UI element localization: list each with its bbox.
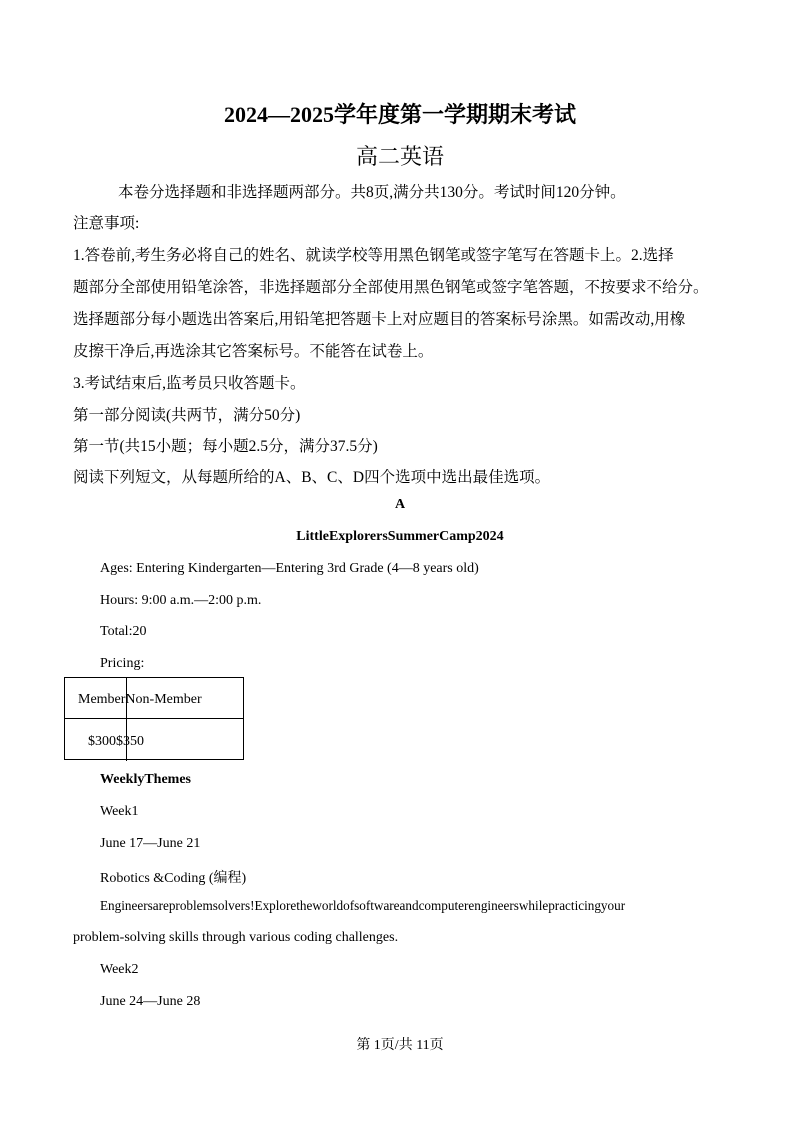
notice-item1-line2: 题部分全部使用铅笔涂答，非选择题部分全部使用黑色钢笔或签字笔答题，不按要求不给分。 (73, 279, 709, 296)
camp-hours: Hours: 9:00 a.m.—2:00 p.m. (100, 593, 262, 608)
pricing-header-row: MemberNon-Member (78, 692, 202, 707)
week1-dates: June 17—June 21 (100, 836, 201, 851)
page-indicator: 第 1页/共 11页 (356, 1038, 444, 1053)
pricing-label: Pricing: (100, 656, 145, 671)
part1-heading: 第一部分阅读(共两节，满分50分) (73, 407, 301, 424)
notice-item1-line1: 1.答卷前,考生务必将自己的姓名、就读学校等用黑色钢笔或签字笔写在答题卡上。2.选择 (73, 247, 674, 264)
notice-item3: 3.考试结束后,监考员只收答题卡。 (73, 375, 306, 392)
subject-title: 高二英语 (355, 144, 444, 169)
week2-label: Week2 (100, 962, 139, 977)
week1-description-line2: problem-solving skills through various coding challenges. (73, 930, 399, 945)
notice-title: 注意事项: (73, 215, 140, 232)
intro-text: 本卷分选择题和非选择题两部分。共8页,满分共130分。考试时间120分钟。 (118, 184, 626, 201)
week1-description-line1: Engineersareproblemsolvers!Exploretheworldofsoftwareandcomputerengineerswhilepracticingyour (100, 898, 626, 913)
week2-dates: June 24—June 28 (100, 994, 201, 1009)
exam-title: 2024—2025学年度第一学期期末考试 (223, 102, 576, 127)
camp-ages: Ages: Entering Kindergarten—Entering 3rd Grade (4—8 years old) (100, 561, 479, 576)
week1-label: Week1 (100, 804, 139, 819)
passage-title: LittleExplorersSummerCamp2024 (296, 529, 504, 544)
section1-heading: 第一节(共15小题；每小题2.5分，满分37.5分) (73, 438, 378, 455)
directions: 阅读下列短文，从每题所给的A、B、C、D四个选项中选出最佳选项。 (73, 469, 551, 486)
pricing-values-row: $300$350 (88, 734, 144, 749)
week1-theme: Robotics &Coding (编程) (100, 871, 247, 886)
passage-label: A (394, 497, 406, 512)
notice-item1-line3: 选择题部分每小题选出答案后,用铅笔把答题卡上对应题目的答案标号涂黑。如需改动,用橡 (73, 311, 686, 328)
notice-item1-line4: 皮擦干净后,再选涂其它答案标号。不能答在试卷上。 (73, 343, 434, 360)
weekly-themes-heading: WeeklyThemes (100, 772, 191, 787)
camp-total: Total:20 (100, 624, 147, 639)
